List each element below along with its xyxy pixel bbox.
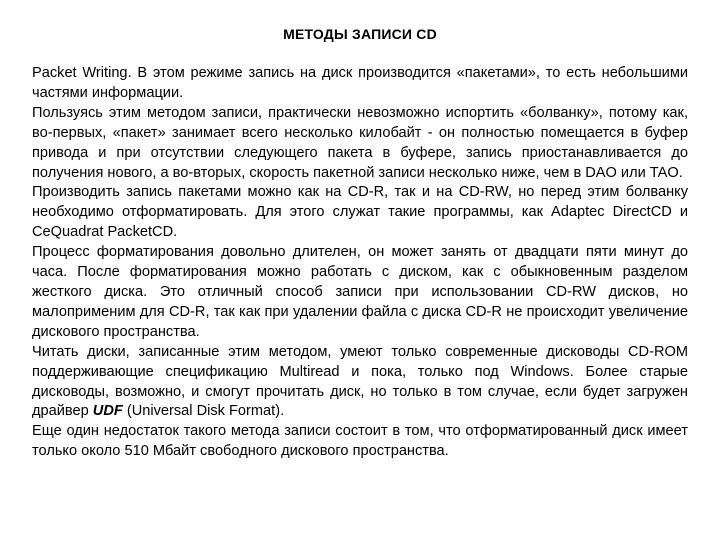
paragraph-buffer: Пользуясь этим методом записи, практически невозможно испортить «болванку», потому как, во-первых, «пакет» занимает всего несколько килобайт - он полностью помещается в буфер привода и при отсутствии следующего пакета в буфере, запись приостанавливается до получения нового, а во-вторых, скорость пакетной записи несколько ниже, чем в DAO или TAO.	[32, 104, 688, 181]
paragraph-formatting-programs: Производить запись пакетами можно как на CD-R, так и на CD-RW, но перед этим болванку необходимо отформатировать. Для этого служат такие программы, как Adaptec DirectCD и CeQuadrat PacketCD.	[32, 184, 688, 241]
page-title: МЕТОДЫ ЗАПИСИ CD	[283, 26, 437, 42]
paragraph-packet-writing	[32, 64, 688, 104]
paragraph-formatting-process: Процесс форматирования довольно длителен, он может занять от двадцати пяти минут до часа. После форматирования можно работать с диском, как с обыкновенным разделом жесткого диска. Это отличный способ записи при использовании CD-RW дисков, но малоприменим для CD-R, так как при удалении файла с диска CD-R не происходит увеличение дискового пространства.	[32, 244, 688, 340]
paragraph-text: Читать диски, записанные этим методом, умеют только современные дисководы CD-ROM поддерживающие спецификацию Multiread и пока, только под Windows. Более старые дисководы, возможно, и смогут прочитать диск, но только в том случае, если будет загружен драйвер	[32, 343, 688, 420]
paragraph-reading-discs	[32, 343, 688, 423]
paragraph-text: . В этом режиме запись на диск производится «пакетами», то есть небольшими частями информации.	[32, 65, 688, 101]
document-body	[32, 64, 688, 462]
paragraph-disk-space: Еще один недостаток такого метода записи состоит в том, что отформатированный диск имеет только около 510 Мбайт свободного дискового пространства.	[32, 423, 688, 460]
term-packet-writing: Packet Writing	[32, 65, 128, 81]
paragraph-text: (Universal Disk Format).	[122, 403, 285, 420]
term-udf: UDF	[92, 403, 123, 420]
